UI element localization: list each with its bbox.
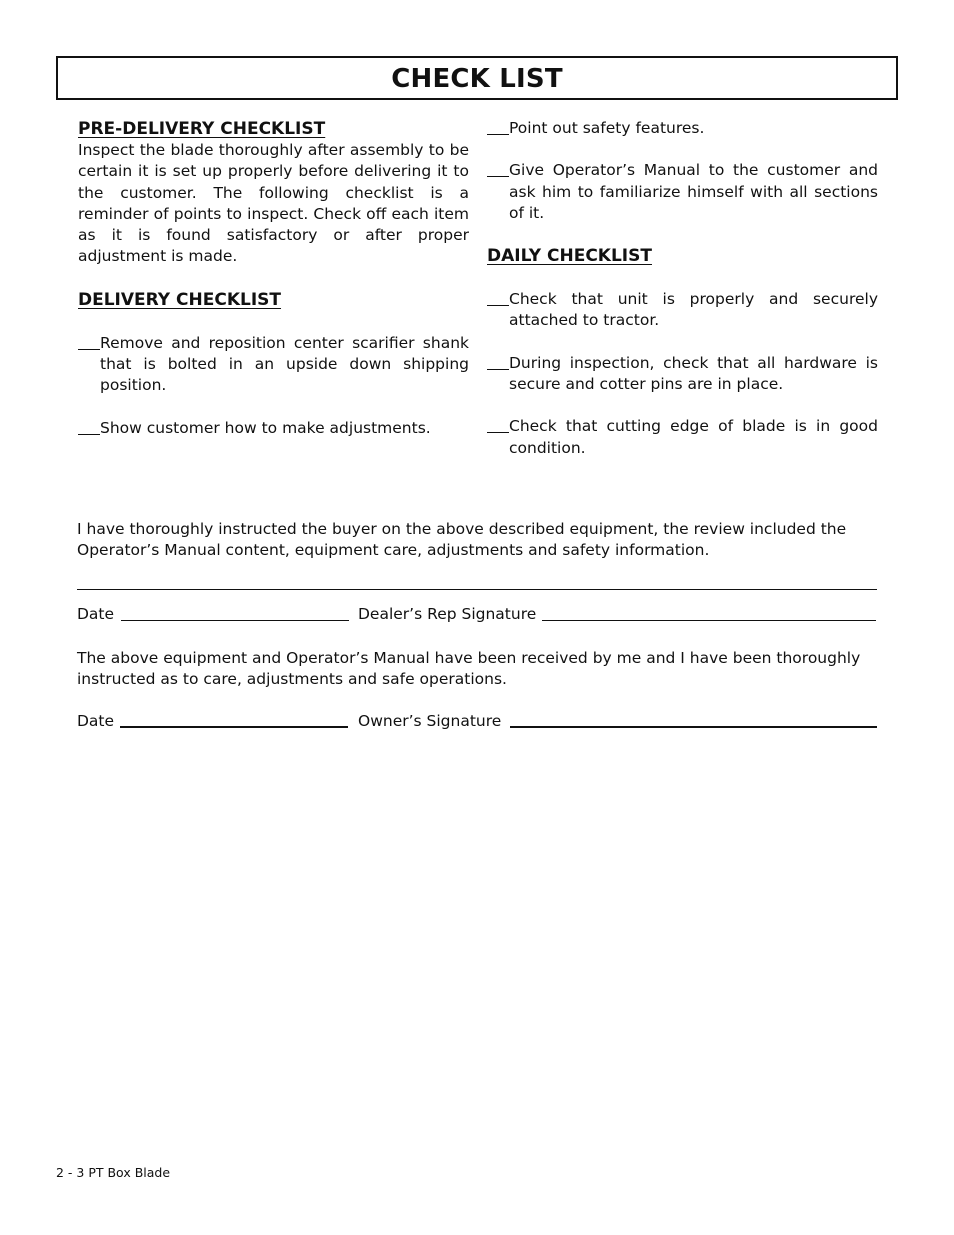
date-label: Date (77, 605, 115, 623)
delivery-heading: DELIVERY CHECKLIST (78, 289, 282, 310)
checkbox-blank[interactable] (78, 333, 100, 350)
pre-delivery-heading: PRE-DELIVERY CHECKLIST (78, 119, 326, 139)
checklist-item-text: Remove and reposition center scarifier shank that is bolted in an upside down shipping position. (100, 333, 469, 395)
left-column (78, 118, 469, 439)
dealer-statement: I have thoroughly instructed the buyer on the above described equipment, the review included the Operator’s Manual content, equipment care, adjustments and safety information. (77, 520, 847, 560)
checklist-item[interactable] (487, 160, 878, 224)
checklist-item[interactable] (487, 118, 878, 139)
date-field[interactable] (120, 726, 348, 728)
checkbox-blank[interactable] (487, 353, 509, 370)
page-title: CHECK LIST (391, 64, 563, 94)
dealer-signature-row (77, 605, 877, 629)
dealer-signature-field[interactable] (542, 620, 876, 621)
right-column (487, 118, 878, 459)
date-label: Date (77, 712, 115, 730)
pre-delivery-text: Inspect the blade thoroughly after assembly to be certain it is set up properly before delivering it to the customer. The following checklist is a reminder of points to inspect. Check off each item as it is found satisfactory or after proper adjustment is made. (78, 141, 469, 266)
owner-signature-field[interactable] (510, 726, 877, 728)
checkbox-blank[interactable] (487, 416, 509, 433)
checkbox-blank[interactable] (487, 289, 509, 306)
checklist-item-text: Check that unit is properly and securely attached to tractor. (509, 290, 878, 330)
owner-signature-row (77, 712, 877, 736)
dealer-signature-label: Dealer’s Rep Signature (358, 605, 537, 623)
owner-signature-label: Owner’s Signature (358, 712, 502, 730)
checklist-item[interactable] (78, 333, 469, 397)
checklist-item[interactable] (487, 416, 878, 459)
checklist-item[interactable] (487, 353, 878, 396)
checkbox-blank[interactable] (78, 418, 100, 435)
daily-heading: DAILY CHECKLIST (487, 246, 652, 267)
checklist-item-text: Point out safety features. (509, 119, 705, 137)
checklist-item-text: Show customer how to make adjustments. (100, 418, 431, 437)
owner-statement: The above equipment and Operator’s Manual have been received by me and I have been thoroughly instructed as to care, adjustments and safe operations. (77, 649, 861, 689)
checklist-item-text: Check that cutting edge of blade is in good condition. (509, 417, 878, 457)
checkbox-blank[interactable] (487, 160, 509, 177)
checkbox-blank[interactable] (487, 118, 509, 135)
date-field[interactable] (121, 620, 349, 621)
checklist-item[interactable] (78, 418, 469, 439)
page-footer: 2 - 3 PT Box Blade (56, 1165, 171, 1180)
title-box (56, 56, 898, 100)
checklist-item[interactable] (487, 289, 878, 332)
checklist-item-text: Give Operator’s Manual to the customer and ask him to familiarize himself with all sections of it. (509, 161, 878, 222)
divider (77, 589, 877, 590)
checklist-item-text: During inspection, check that all hardware is secure and cotter pins are in place. (509, 353, 878, 394)
